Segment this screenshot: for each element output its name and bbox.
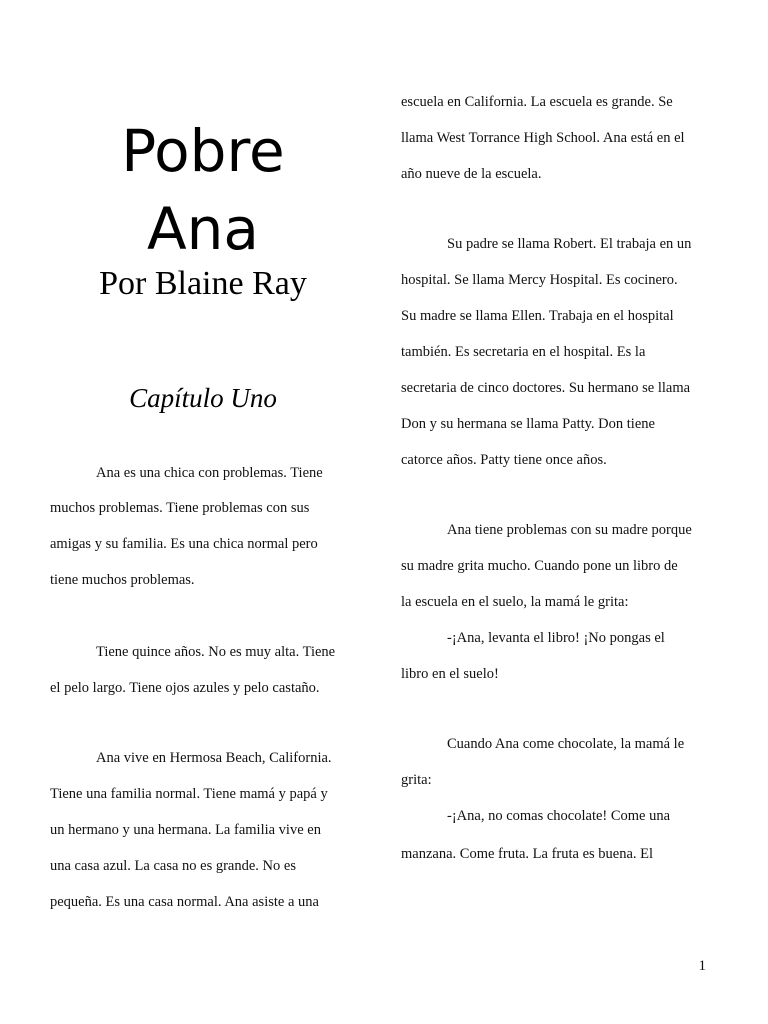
paragraph-line: tiene muchos problemas.: [50, 572, 195, 588]
paragraph-line: el pelo largo. Tiene ojos azules y pelo castaño.: [50, 680, 320, 696]
paragraph-line: su madre grita mucho. Cuando pone un libro de: [401, 558, 678, 574]
paragraph-line: llama West Torrance High School. Ana está en el: [401, 130, 685, 146]
paragraph-line: Su madre se llama Ellen. Trabaja en el hospital: [401, 308, 674, 324]
paragraph-line: catorce años. Patty tiene once años.: [401, 452, 607, 468]
author-byline: Por Blaine Ray: [99, 265, 307, 302]
chapter-heading: Capítulo Uno: [129, 383, 277, 413]
book-title: [50, 112, 356, 268]
paragraph-line: Ana tiene problemas con su madre porque: [447, 522, 692, 538]
paragraph-line: Tiene quince años. No es muy alta. Tiene: [96, 644, 336, 660]
paragraph-line: pequeña. Es una casa normal. Ana asiste a una: [50, 894, 319, 910]
paragraph-line: año nueve de la escuela.: [401, 166, 542, 182]
paragraph-line: la escuela en el suelo, la mamá le grita:: [401, 594, 629, 610]
dialogue-line: -¡Ana, no comas chocolate! Come una: [447, 808, 671, 824]
paragraph-line: hospital. Se llama Mercy Hospital. Es cocinero.: [401, 272, 678, 288]
paragraph-line: muchos problemas. Tiene problemas con sus: [50, 500, 310, 516]
title-line-1: Pobre: [121, 117, 285, 185]
page-number: 1: [698, 958, 706, 974]
title-line-2: Ana: [147, 195, 259, 263]
paragraph-line: Cuando Ana come chocolate, la mamá le: [447, 736, 685, 752]
dialogue-line: manzana. Come fruta. La fruta es buena. El: [401, 846, 654, 862]
paragraph-line: amigas y su familia. Es una chica normal pero: [50, 536, 318, 552]
paragraph-line: secretaria de cinco doctores. Su hermano se llama: [401, 380, 691, 396]
dialogue-line: -¡Ana, levanta el libro! ¡No pongas el: [447, 630, 665, 646]
paragraph-line: un hermano y una hermana. La familia vive en: [50, 822, 321, 838]
paragraph-line: Ana es una chica con problemas. Tiene: [96, 465, 323, 481]
paragraph-line: grita:: [401, 772, 432, 788]
paragraph-line: Su padre se llama Robert. El trabaja en un: [447, 236, 692, 252]
paragraph-line: escuela en California. La escuela es grande. Se: [401, 94, 673, 110]
paragraph-line: Don y su hermana se llama Patty. Don tiene: [401, 416, 655, 432]
dialogue-line: libro en el suelo!: [401, 666, 499, 682]
paragraph-line: también. Es secretaria en el hospital. Es la: [401, 344, 646, 360]
paragraph-line: una casa azul. La casa no es grande. No es: [50, 858, 296, 874]
paragraph-line: Ana vive en Hermosa Beach, California.: [96, 750, 332, 766]
paragraph-line: Tiene una familia normal. Tiene mamá y papá y: [50, 786, 328, 802]
